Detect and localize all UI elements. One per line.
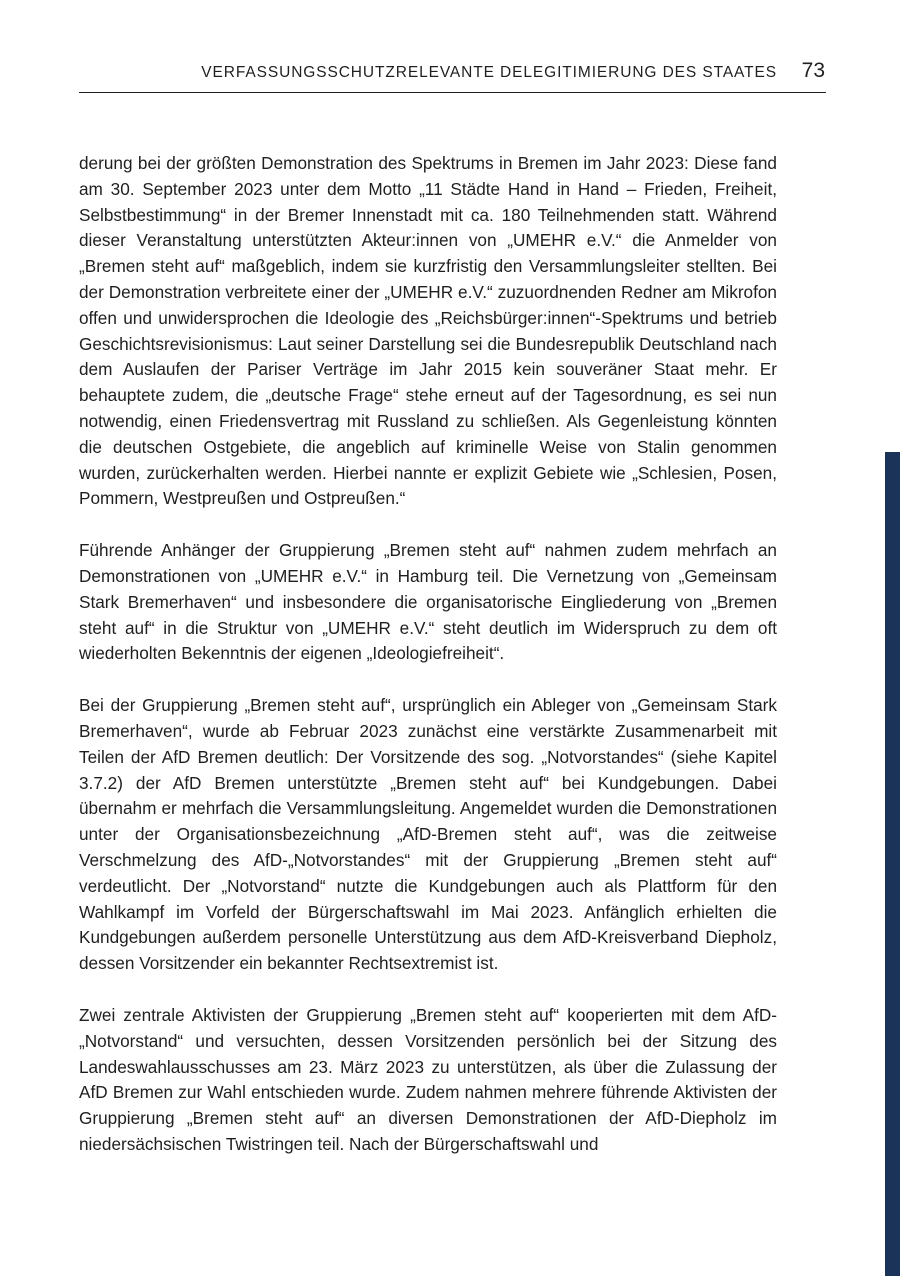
page-number: 73 xyxy=(801,59,825,82)
body-text xyxy=(79,151,777,1184)
paragraph-2: Führende Anhänger der Gruppierung „Bremen steht auf“ nahmen zudem mehrfach an Demonstrationen von „UMEHR e.V.“ in Hamburg teil. Die Vernetzung von „Gemeinsam Stark Bremerhaven“ und insbesondere die organisatorische Eingliederung von „Bremen steht auf“ in die Struktur von „UMEHR e.V.“ steht deutlich im Widerspruch zu dem oft wiederholten Bekenntnis der eigenen „Ideologiefreiheit“. xyxy=(79,540,777,664)
paragraph-1: derung bei der größten Demonstration des Spektrums in Bremen im Jahr 2023: Diese fand am 30. September 2023 unter dem Motto „11 Städte Hand in Hand – Frieden, Freiheit, Selbstbestimmung“ in der Bremer Innenstadt mit ca. 180 Teilnehmenden statt. Während dieser Veranstaltung unterstützten Akteur:innen von „UMEHR e.V.“ die Anmelder von „Bremen steht auf“ maßgeblich, indem sie kurzfristig den Versammlungsleiter stellten. Bei der Demonstration verbreitete einer der „UMEHR e.V.“ zuzuordnenden Redner am Mikrofon offen und unwidersprochen die Ideologie des „Reichsbürger:innen“-Spektrums und betrieb Geschichtsrevisionismus: Laut seiner Darstellung sei die Bundesrepublik Deutschland nach dem Auslaufen der Pariser Verträge im Jahr 2015 kein souveräner Staat mehr. Er behauptete zudem, die „deutsche Frage“ stehe erneut auf der Tagesordnung, es sei nun notwendig, einen Friedensvertrag mit Russland zu schließen. Als Gegenleistung könnten die deutschen Ostgebiete, die angeblich auf kriminelle Weise von Stalin genommen wurden, zurückerhalten werden. Hierbei nannte er explizit Gebiete wie „Schlesien, Posen, Pommern, Westpreußen und Ostpreußen.“ xyxy=(79,153,777,509)
running-header-title: VERFASSUNGSSCHUTZRELEVANTE DELEGITIMIERUNG DES STAATES xyxy=(201,64,777,81)
running-header xyxy=(79,58,826,93)
paragraph-3: Bei der Gruppierung „Bremen steht auf“, ursprünglich ein Ableger von „Gemeinsam Stark Bremerhaven“, wurde ab Februar 2023 zunächst eine verstärkte Zusammenarbeit mit Teilen der AfD Bremen deutlich: Der Vorsitzende des sog. „Notvorstandes“ (siehe Kapitel 3.7.2) der AfD Bremen unterstützte „Bremen steht auf“ bei Kundgebungen. Dabei übernahm er mehrfach die Versammlungsleitung. Angemeldet wurden die Demonstrationen unter der Organisationsbezeichnung „AfD-Bremen steht auf“, was die zeitweise Verschmelzung des AfD-„Notvorstandes“ mit der Gruppierung „Bremen steht auf“ verdeutlicht. Der „Notvorstand“ nutzte die Kundgebungen auch als Plattform für den Wahlkampf im Vorfeld der Bürgerschaftswahl im Mai 2023. Anfänglich erhielten die Kundgebungen außerdem personelle Unterstützung aus dem AfD-Kreisverband Diepholz, dessen Vorsitzender ein bekannter Rechtsextremist ist. xyxy=(79,695,777,974)
paragraph-4: Zwei zentrale Aktivisten der Gruppierung „Bremen steht auf“ kooperierten mit dem AfD-„Notvorstand“ und versuchten, dessen Vorsitzenden persönlich bei der Sitzung des Landeswahlausschusses am 23. März 2023 zu unterstützen, als über die Zulassung der AfD Bremen zur Wahl entschieden wurde. Zudem nahmen mehrere führende Aktivisten der Gruppierung „Bremen steht auf“ an diversen Demonstrationen der AfD-Diepholz im niedersächsischen Twistringen teil. Nach der Bürgerschaftswahl und xyxy=(79,1004,777,1154)
chapter-side-bar xyxy=(885,452,900,1276)
